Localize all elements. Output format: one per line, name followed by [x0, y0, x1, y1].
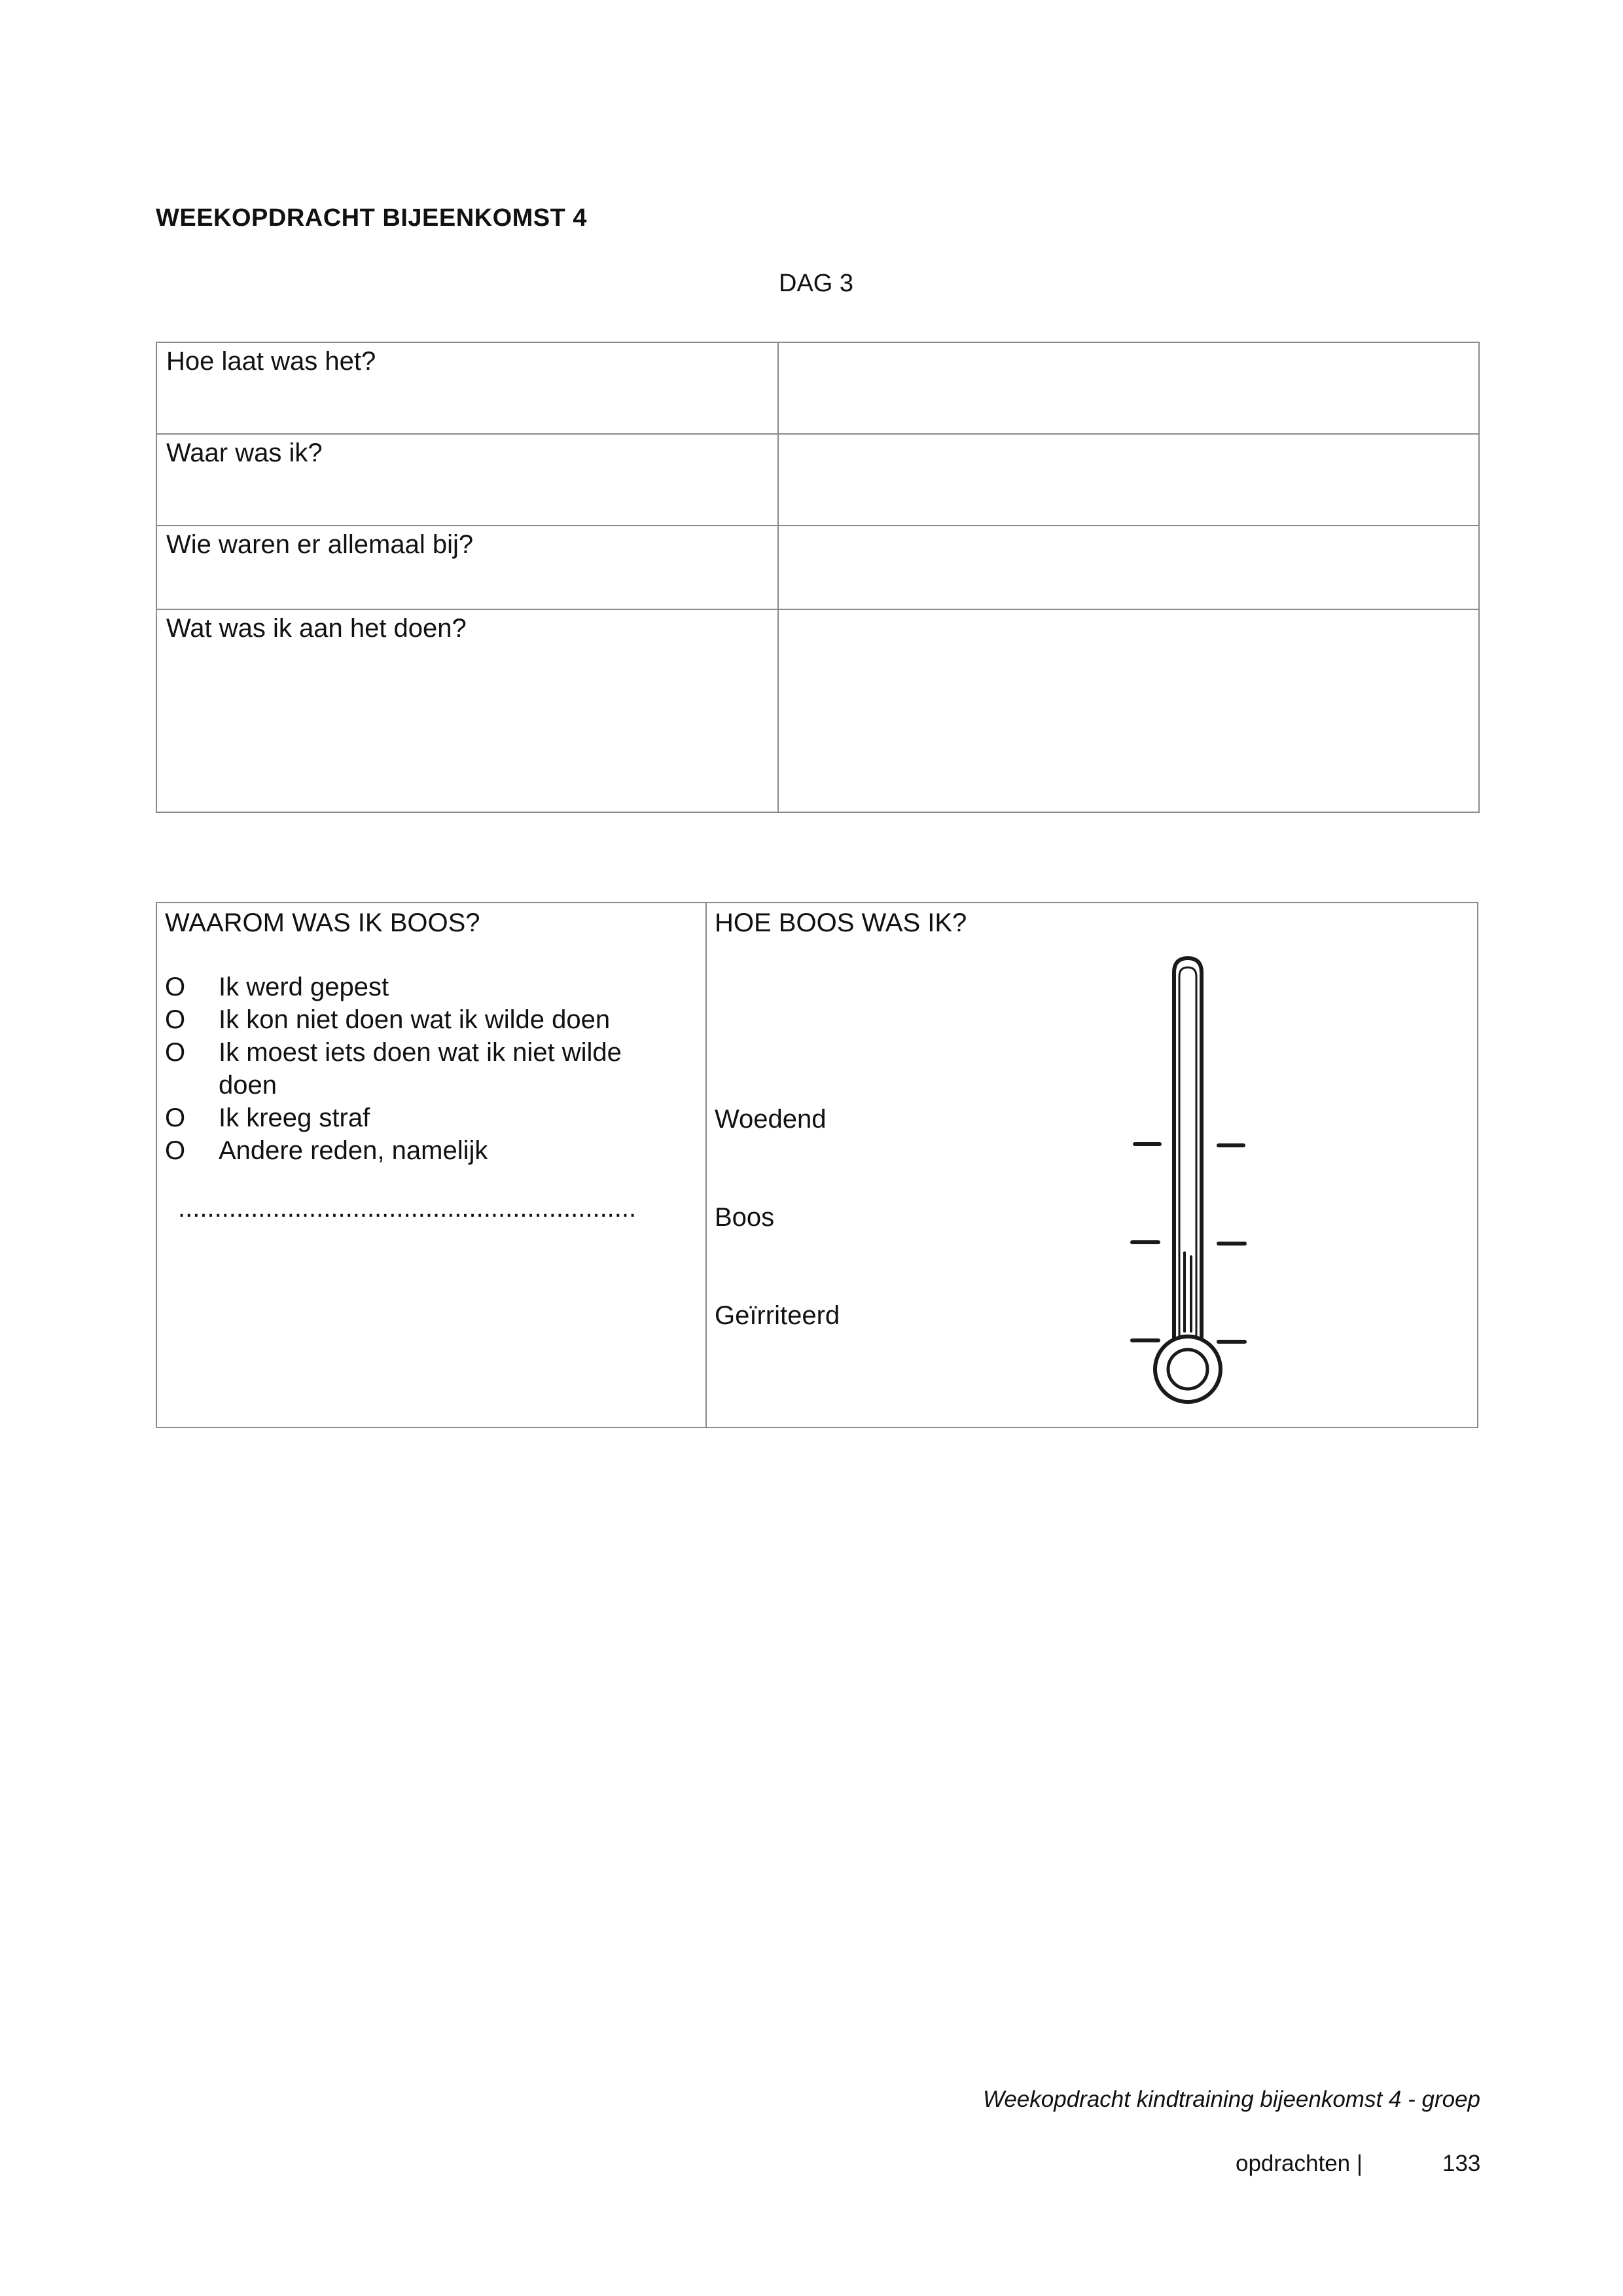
option-label-continuation: doen: [219, 1071, 277, 1100]
page-title: WEEKOPDRACHT BIJEENKOMST 4: [156, 204, 588, 232]
option-label: Ik moest iets doen wat ik niet wilde: [219, 1038, 622, 1067]
option-checkbox[interactable]: O: [165, 973, 186, 1001]
option-label: Ik kreeg straf: [219, 1103, 370, 1132]
table-row: [156, 903, 1478, 1427]
option-label: Andere reden, namelijk: [219, 1136, 488, 1165]
question-label: Hoe laat was het?: [156, 342, 778, 434]
anger-heading: HOE BOOS WAS IK?: [715, 908, 967, 937]
anger-scale-cell: [706, 903, 1478, 1427]
question-label: Waar was ik?: [156, 434, 778, 526]
option-checkbox[interactable]: O: [165, 1103, 186, 1132]
option-checkbox[interactable]: O: [165, 1038, 186, 1067]
page-number: 133: [1442, 2151, 1481, 2176]
footer-section: opdrachten |: [1236, 2151, 1363, 2176]
table-row: [156, 609, 1479, 812]
write-in-line[interactable]: ...............................................................: [178, 1194, 637, 1223]
option-checkbox[interactable]: O: [165, 1136, 186, 1165]
answer-field[interactable]: [778, 434, 1479, 526]
table-row: [156, 526, 1479, 609]
situation-table: [156, 342, 1480, 813]
level-label-woedend: Woedend: [715, 1105, 827, 1134]
answer-field[interactable]: [778, 342, 1479, 434]
reasons-cell: [156, 903, 706, 1427]
level-label-geirriteerd: Geïrriteerd: [715, 1301, 840, 1330]
footer-caption: Weekopdracht kindtraining bijeenkomst 4 - groep: [982, 2087, 1480, 2112]
table-row: [156, 342, 1479, 434]
option-checkbox[interactable]: O: [165, 1005, 186, 1034]
level-label-boos: Boos: [715, 1203, 775, 1232]
table-row: [156, 434, 1479, 526]
thermometer-icon: [1068, 945, 1297, 1416]
option-label: Ik kon niet doen wat ik wilde doen: [219, 1005, 611, 1034]
question-label: Wat was ik aan het doen?: [156, 609, 778, 812]
question-label: Wie waren er allemaal bij?: [156, 526, 778, 609]
day-label: DAG 3: [779, 270, 854, 297]
option-label: Ik werd gepest: [219, 973, 389, 1001]
answer-field[interactable]: [778, 609, 1479, 812]
answer-field[interactable]: [778, 526, 1479, 609]
reasons-heading: WAAROM WAS IK BOOS?: [165, 908, 480, 937]
anger-table: [156, 902, 1478, 1428]
